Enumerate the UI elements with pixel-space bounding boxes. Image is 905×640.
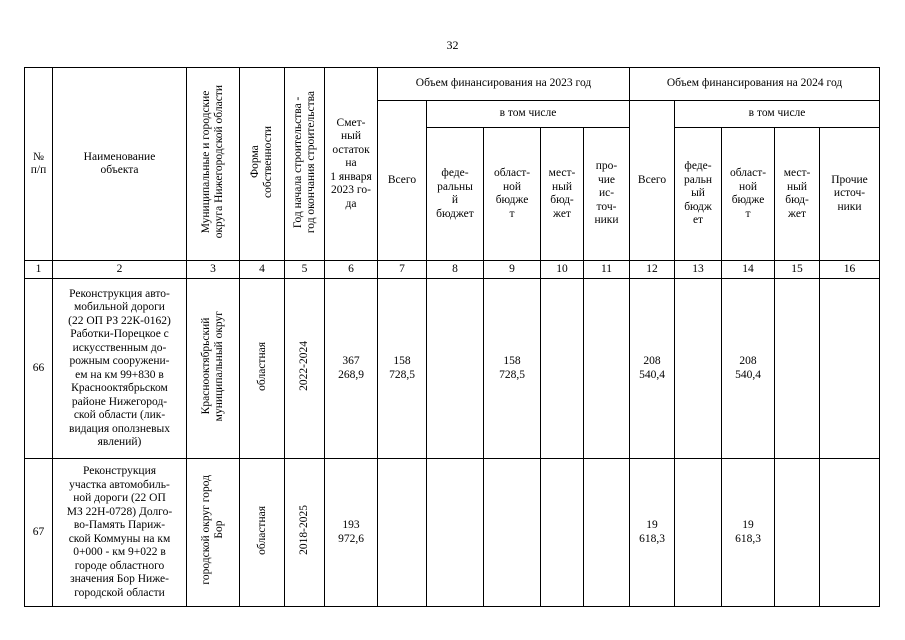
column-number: 8 [427,261,484,279]
other-2023 [584,279,630,459]
column-number: 5 [285,261,325,279]
object-name: Реконструкция авто- мобильной дороги (22 ОП РЗ 22К-0162) Работки-Порецкое с искусственным до- рожным сооружени- ем на км 99+830 в Краснооктябрьском районе Нижегород- ской области (лик- видация оползневых явлений) [53,279,187,459]
estimate-balance: 193 972,6 [325,459,378,607]
total-2024: 208 540,4 [630,279,675,459]
header-regional-2024: област- ной бюдже т [722,128,775,261]
financing-table [24,67,880,607]
column-number: 6 [325,261,378,279]
federal-2023 [427,279,484,459]
federal-2024 [675,459,722,607]
header-local-2024: мест- ный бюд- жет [775,128,820,261]
row-years [285,279,325,459]
header-including-2024: в том числе [675,101,880,128]
column-number: 14 [722,261,775,279]
table-row [25,279,880,459]
years-text: 2018-2025 [298,505,310,556]
local-2024 [775,459,820,607]
header-years [285,68,325,261]
page-number: 32 [446,38,459,52]
column-number: 4 [240,261,285,279]
header-regional-2023: област- ной бюдже т [484,128,541,261]
header-balance: Смет- ный остаток на 1 января 2023 го- да [325,68,378,261]
column-number: 13 [675,261,722,279]
table-row [25,459,880,607]
ownership-text: областная [255,505,268,555]
estimate-balance: 367 268,9 [325,279,378,459]
header-federal-2023: феде- ральны й бюджет [427,128,484,261]
column-number: 12 [630,261,675,279]
regional-2024: 19 618,3 [722,459,775,607]
header-municipality [187,68,240,261]
row-num: 66 [25,279,53,459]
column-number: 3 [187,261,240,279]
municipality-text: городской округ город Бор [200,475,225,586]
regional-2024: 208 540,4 [722,279,775,459]
row-years [285,459,325,607]
row-municipality [187,459,240,607]
federal-2024 [675,279,722,459]
other-2023 [584,459,630,607]
header-financing-2024: Объем финансирования на 2024 год [630,68,880,101]
header-years-text: Год начала строительства - год окончания строительства [291,90,317,233]
ownership-text: областная [255,341,268,391]
row-municipality [187,279,240,459]
column-number: 2 [53,261,187,279]
header-other-2024: Прочие источ- ники [820,128,880,261]
header-including-2023: в том числе [427,101,630,128]
header-federal-2024: феде- ральн ый бюдж ет [675,128,722,261]
federal-2023 [427,459,484,607]
other-2024 [820,459,880,607]
row-ownership [240,459,285,607]
municipality-text: Краснооктябрьский муниципальный округ [200,311,225,422]
header-name: Наименование объекта [53,68,187,261]
column-number: 1 [25,261,53,279]
header-total-2024: Всего [630,101,675,261]
other-2024 [820,279,880,459]
row-num: 67 [25,459,53,607]
header-ownership [240,68,285,261]
local-2023 [541,459,584,607]
header-total-2023: Всего [378,101,427,261]
column-number: 10 [541,261,584,279]
header-ownership-text: Форма собственности [249,125,274,198]
column-number: 15 [775,261,820,279]
regional-2023 [484,459,541,607]
column-number: 9 [484,261,541,279]
total-2023 [378,459,427,607]
header-other-2023: про- чие ис- точ- ники [584,128,630,261]
column-number: 16 [820,261,880,279]
header-municipality-text: Муниципальные и городские округа Нижегородской области [200,85,225,239]
header-num: № п/п [25,68,53,261]
local-2023 [541,279,584,459]
column-number: 11 [584,261,630,279]
row-ownership [240,279,285,459]
header-financing-2023: Объем финансирования на 2023 год [378,68,630,101]
column-number: 7 [378,261,427,279]
total-2024: 19 618,3 [630,459,675,607]
local-2024 [775,279,820,459]
total-2023: 158 728,5 [378,279,427,459]
column-number-row [25,261,880,279]
object-name: Реконструкция участка автомобиль- ной дороги (22 ОП МЗ 22Н-0728) Долго- во-Память Париж- ской Коммуны на км 0+000 - км 9+022 в городе областного значения Бор Ниже- городской области [53,459,187,607]
regional-2023: 158 728,5 [484,279,541,459]
years-text: 2022-2024 [298,341,310,392]
header-local-2023: мест- ный бюд- жет [541,128,584,261]
